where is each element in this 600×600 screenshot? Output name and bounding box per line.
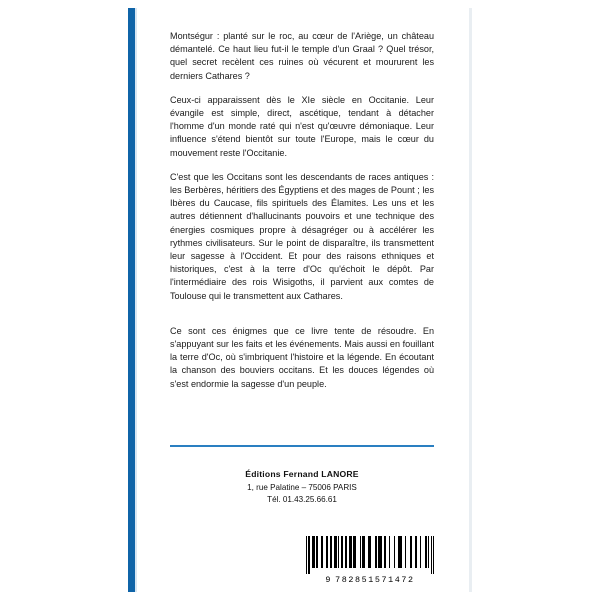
publisher-name: Éditions Fernand LANORE <box>245 469 359 479</box>
barcode-bar <box>405 536 406 568</box>
barcode-bar <box>394 536 395 568</box>
barcode-bar <box>321 536 322 568</box>
barcode-bar <box>309 536 310 574</box>
barcode-bar <box>389 536 390 568</box>
barcode-bar <box>378 536 381 568</box>
barcode-number: 782851571472 <box>335 575 415 585</box>
blurb-paragraph-2: Ceux-ci apparaissent dès le XIe siècle en Occitanie. Leur évangile est simple, direct, ascétique, tendant à détacher l'homme d'un monde raté qui n'est qu'œuvre démoniaque. Leur influence s'étend bientôt sur toute l'Europe, mais le cœur du mouvement reste l'Occitanie. <box>170 94 434 158</box>
barcode-bar <box>362 536 363 568</box>
barcode-bar <box>316 536 317 568</box>
barcode-bar <box>398 536 401 568</box>
barcode-bar <box>353 536 356 568</box>
blurb-paragraph-1: Montségur : planté sur le roc, au cœur de l'Ariège, un château démantelé. Ce haut lieu fut-il le temple d'un Graal ? Quel trésor, quel secret recèlent ces ruines où vécurent et moururent les derniers Cathares ? <box>170 31 434 81</box>
blurb-paragraph-4: Ce sont ces énigmes que ce livre tente de résoudre. En s'appuyant sur les faits et les événements. Mais aussi en fouillant la terre d'Oc, où s'imbriquent l'histoire et la légende. En écoutant la chanson des bouviers occitans. Et les douces légendes où s'est endormie la sagesse d'un peuple. <box>170 325 434 389</box>
publisher-address: 1, rue Palatine – 75006 PARIS <box>247 483 357 492</box>
barcode-bar <box>425 536 427 568</box>
barcode-bar <box>349 536 351 568</box>
barcode-bars <box>306 536 434 574</box>
barcode-bar <box>360 536 361 568</box>
barcode-bar <box>345 536 347 568</box>
barcode-bar <box>420 536 421 568</box>
page-edge-shadow <box>469 8 472 592</box>
barcode-digits <box>306 575 434 585</box>
barcode-block <box>306 536 434 585</box>
spine-color-strip <box>128 8 135 592</box>
barcode-bar <box>384 536 385 568</box>
barcode-bar <box>341 536 343 568</box>
barcode-bar <box>330 536 332 568</box>
spine-inner-strip <box>135 8 137 592</box>
barcode-bar <box>368 536 371 568</box>
barcode-bar <box>306 536 307 574</box>
barcode-bar <box>433 536 434 574</box>
barcode-lead-digit: 9 <box>325 575 333 585</box>
barcode-bar <box>312 536 315 568</box>
horizontal-rule <box>170 445 434 447</box>
barcode-bar <box>338 536 339 568</box>
publisher-block <box>170 469 434 504</box>
book-back-cover <box>128 8 472 592</box>
barcode-bar <box>410 536 412 568</box>
barcode-bar <box>428 536 429 568</box>
barcode-bar <box>415 536 416 568</box>
barcode-bar <box>375 536 377 568</box>
barcode-bar <box>334 536 336 568</box>
publisher-phone: Tél. 01.43.25.66.61 <box>267 495 337 504</box>
blurb-paragraph-3: C'est que les Occitans sont les descendants de races antiques : les Berbères, héritiers des Égyptiens et des mages de Pount ; les Ibères du Caucase, fils spirituels des Élamites. Les uns et les autres détiennent d'hallucinants pouvoirs et une technique des énergies cosmiques propre à désagréger ou à accélérer les rythmes civilisateurs. Sur le point de disparaître, ils transmettent leur sagesse à l'Occident. Et pour des raisons ethniques et historiques, c'est à la terre d'Oc qu'échoit le dépôt. Par l'intermédiaire des rois Wisigoths, il parvient aux comtes de Toulouse qui le transmettent aux Cathares. <box>170 171 434 301</box>
barcode-bar <box>326 536 328 568</box>
barcode-bar <box>431 536 432 574</box>
blurb-text-block <box>170 30 434 402</box>
barcode-bar <box>363 536 364 568</box>
